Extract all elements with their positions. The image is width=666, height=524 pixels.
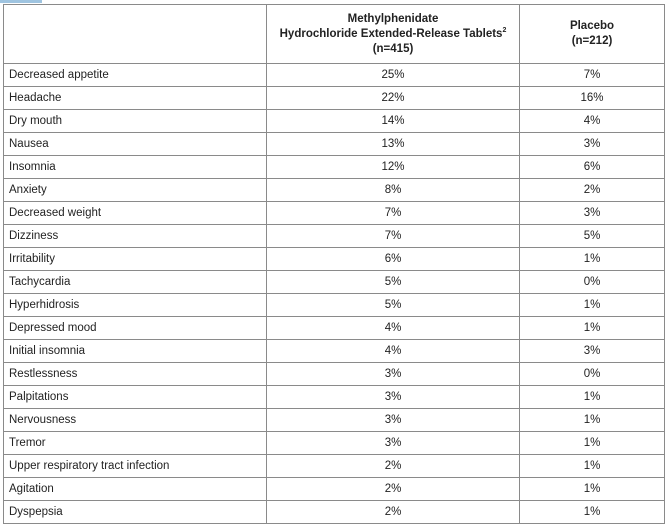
table-row (4, 432, 665, 455)
adverse-reaction-name-cell: Agitation (4, 478, 267, 501)
drug-percentage-cell: 2% (267, 501, 520, 524)
drug-percentage-cell: 8% (267, 179, 520, 202)
table-row (4, 501, 665, 524)
header-placebo-line2: (n=212) (571, 35, 613, 47)
placebo-percentage-cell: 0% (520, 363, 665, 386)
header-drug-line2: Hydrochloride Extended-Release Tablets (279, 27, 503, 40)
table-row (4, 317, 665, 340)
adverse-reaction-name-cell: Tachycardia (4, 271, 267, 294)
table-row (4, 340, 665, 363)
placebo-percentage-cell: 5% (520, 225, 665, 248)
placebo-percentage-cell: 1% (520, 432, 665, 455)
header-placebo-column (520, 5, 665, 64)
placebo-percentage-cell: 2% (520, 179, 665, 202)
adverse-reaction-name-cell: Restlessness (4, 363, 267, 386)
header-placebo-line1: Placebo (569, 20, 615, 32)
table-row (4, 225, 665, 248)
adverse-reaction-name-cell: Nervousness (4, 409, 267, 432)
placebo-percentage-cell: 1% (520, 386, 665, 409)
table-header-row (4, 5, 665, 64)
table-row (4, 386, 665, 409)
adverse-reaction-name-cell: Upper respiratory tract infection (4, 455, 267, 478)
placebo-percentage-cell: 1% (520, 455, 665, 478)
table-row (4, 202, 665, 225)
adverse-reaction-name-cell: Palpitations (4, 386, 267, 409)
placebo-percentage-cell: 1% (520, 248, 665, 271)
adverse-reaction-name-cell: Depressed mood (4, 317, 267, 340)
adverse-reaction-name-cell: Nausea (4, 133, 267, 156)
placebo-percentage-cell: 4% (520, 110, 665, 133)
drug-percentage-cell: 3% (267, 432, 520, 455)
table-row (4, 478, 665, 501)
drug-percentage-cell: 3% (267, 409, 520, 432)
placebo-percentage-cell: 1% (520, 409, 665, 432)
table-row (4, 294, 665, 317)
adverse-reaction-name-cell: Dyspepsia (4, 501, 267, 524)
table-row (4, 363, 665, 386)
placebo-percentage-cell: 3% (520, 340, 665, 363)
header-drug-line3: (n=415) (372, 42, 414, 55)
table-row (4, 455, 665, 478)
adverse-reaction-name-cell: Initial insomnia (4, 340, 267, 363)
adverse-reactions-table (3, 4, 665, 524)
corner-selection-mark (0, 0, 42, 3)
drug-percentage-cell: 7% (267, 225, 520, 248)
placebo-percentage-cell: 6% (520, 156, 665, 179)
adverse-reaction-name-cell: Dry mouth (4, 110, 267, 133)
table-row (4, 64, 665, 87)
placebo-percentage-cell: 1% (520, 478, 665, 501)
header-drug-line1: Methylphenidate (347, 12, 439, 25)
placebo-percentage-cell: 3% (520, 133, 665, 156)
placebo-percentage-cell: 3% (520, 202, 665, 225)
drug-percentage-cell: 2% (267, 478, 520, 501)
table-row (4, 179, 665, 202)
adverse-reaction-name-cell: Dizziness (4, 225, 267, 248)
table-row (4, 87, 665, 110)
adverse-reaction-name-cell: Tremor (4, 432, 267, 455)
adverse-reaction-name-cell: Irritability (4, 248, 267, 271)
table-row (4, 271, 665, 294)
drug-percentage-cell: 5% (267, 271, 520, 294)
drug-percentage-cell: 4% (267, 317, 520, 340)
table-row (4, 156, 665, 179)
drug-percentage-cell: 3% (267, 363, 520, 386)
adverse-reaction-name-cell: Hyperhidrosis (4, 294, 267, 317)
placebo-percentage-cell: 1% (520, 317, 665, 340)
header-empty-cell (4, 5, 267, 64)
header-drug-column (267, 5, 520, 64)
drug-percentage-cell: 25% (267, 64, 520, 87)
adverse-reaction-name-cell: Insomnia (4, 156, 267, 179)
placebo-percentage-cell: 1% (520, 294, 665, 317)
table-body (4, 64, 665, 524)
drug-percentage-cell: 14% (267, 110, 520, 133)
drug-percentage-cell: 4% (267, 340, 520, 363)
table-row (4, 248, 665, 271)
placebo-percentage-cell: 0% (520, 271, 665, 294)
drug-percentage-cell: 3% (267, 386, 520, 409)
drug-percentage-cell: 12% (267, 156, 520, 179)
placebo-percentage-cell: 1% (520, 501, 665, 524)
placebo-percentage-cell: 7% (520, 64, 665, 87)
table-row (4, 110, 665, 133)
adverse-reaction-name-cell: Decreased weight (4, 202, 267, 225)
drug-percentage-cell: 6% (267, 248, 520, 271)
table-row (4, 133, 665, 156)
adverse-reaction-name-cell: Anxiety (4, 179, 267, 202)
adverse-reaction-name-cell: Decreased appetite (4, 64, 267, 87)
placebo-percentage-cell: 16% (520, 87, 665, 110)
drug-percentage-cell: 22% (267, 87, 520, 110)
header-drug-footnote: 2 (502, 26, 507, 34)
drug-percentage-cell: 7% (267, 202, 520, 225)
adverse-reaction-name-cell: Headache (4, 87, 267, 110)
table-row (4, 409, 665, 432)
drug-percentage-cell: 5% (267, 294, 520, 317)
drug-percentage-cell: 2% (267, 455, 520, 478)
drug-percentage-cell: 13% (267, 133, 520, 156)
